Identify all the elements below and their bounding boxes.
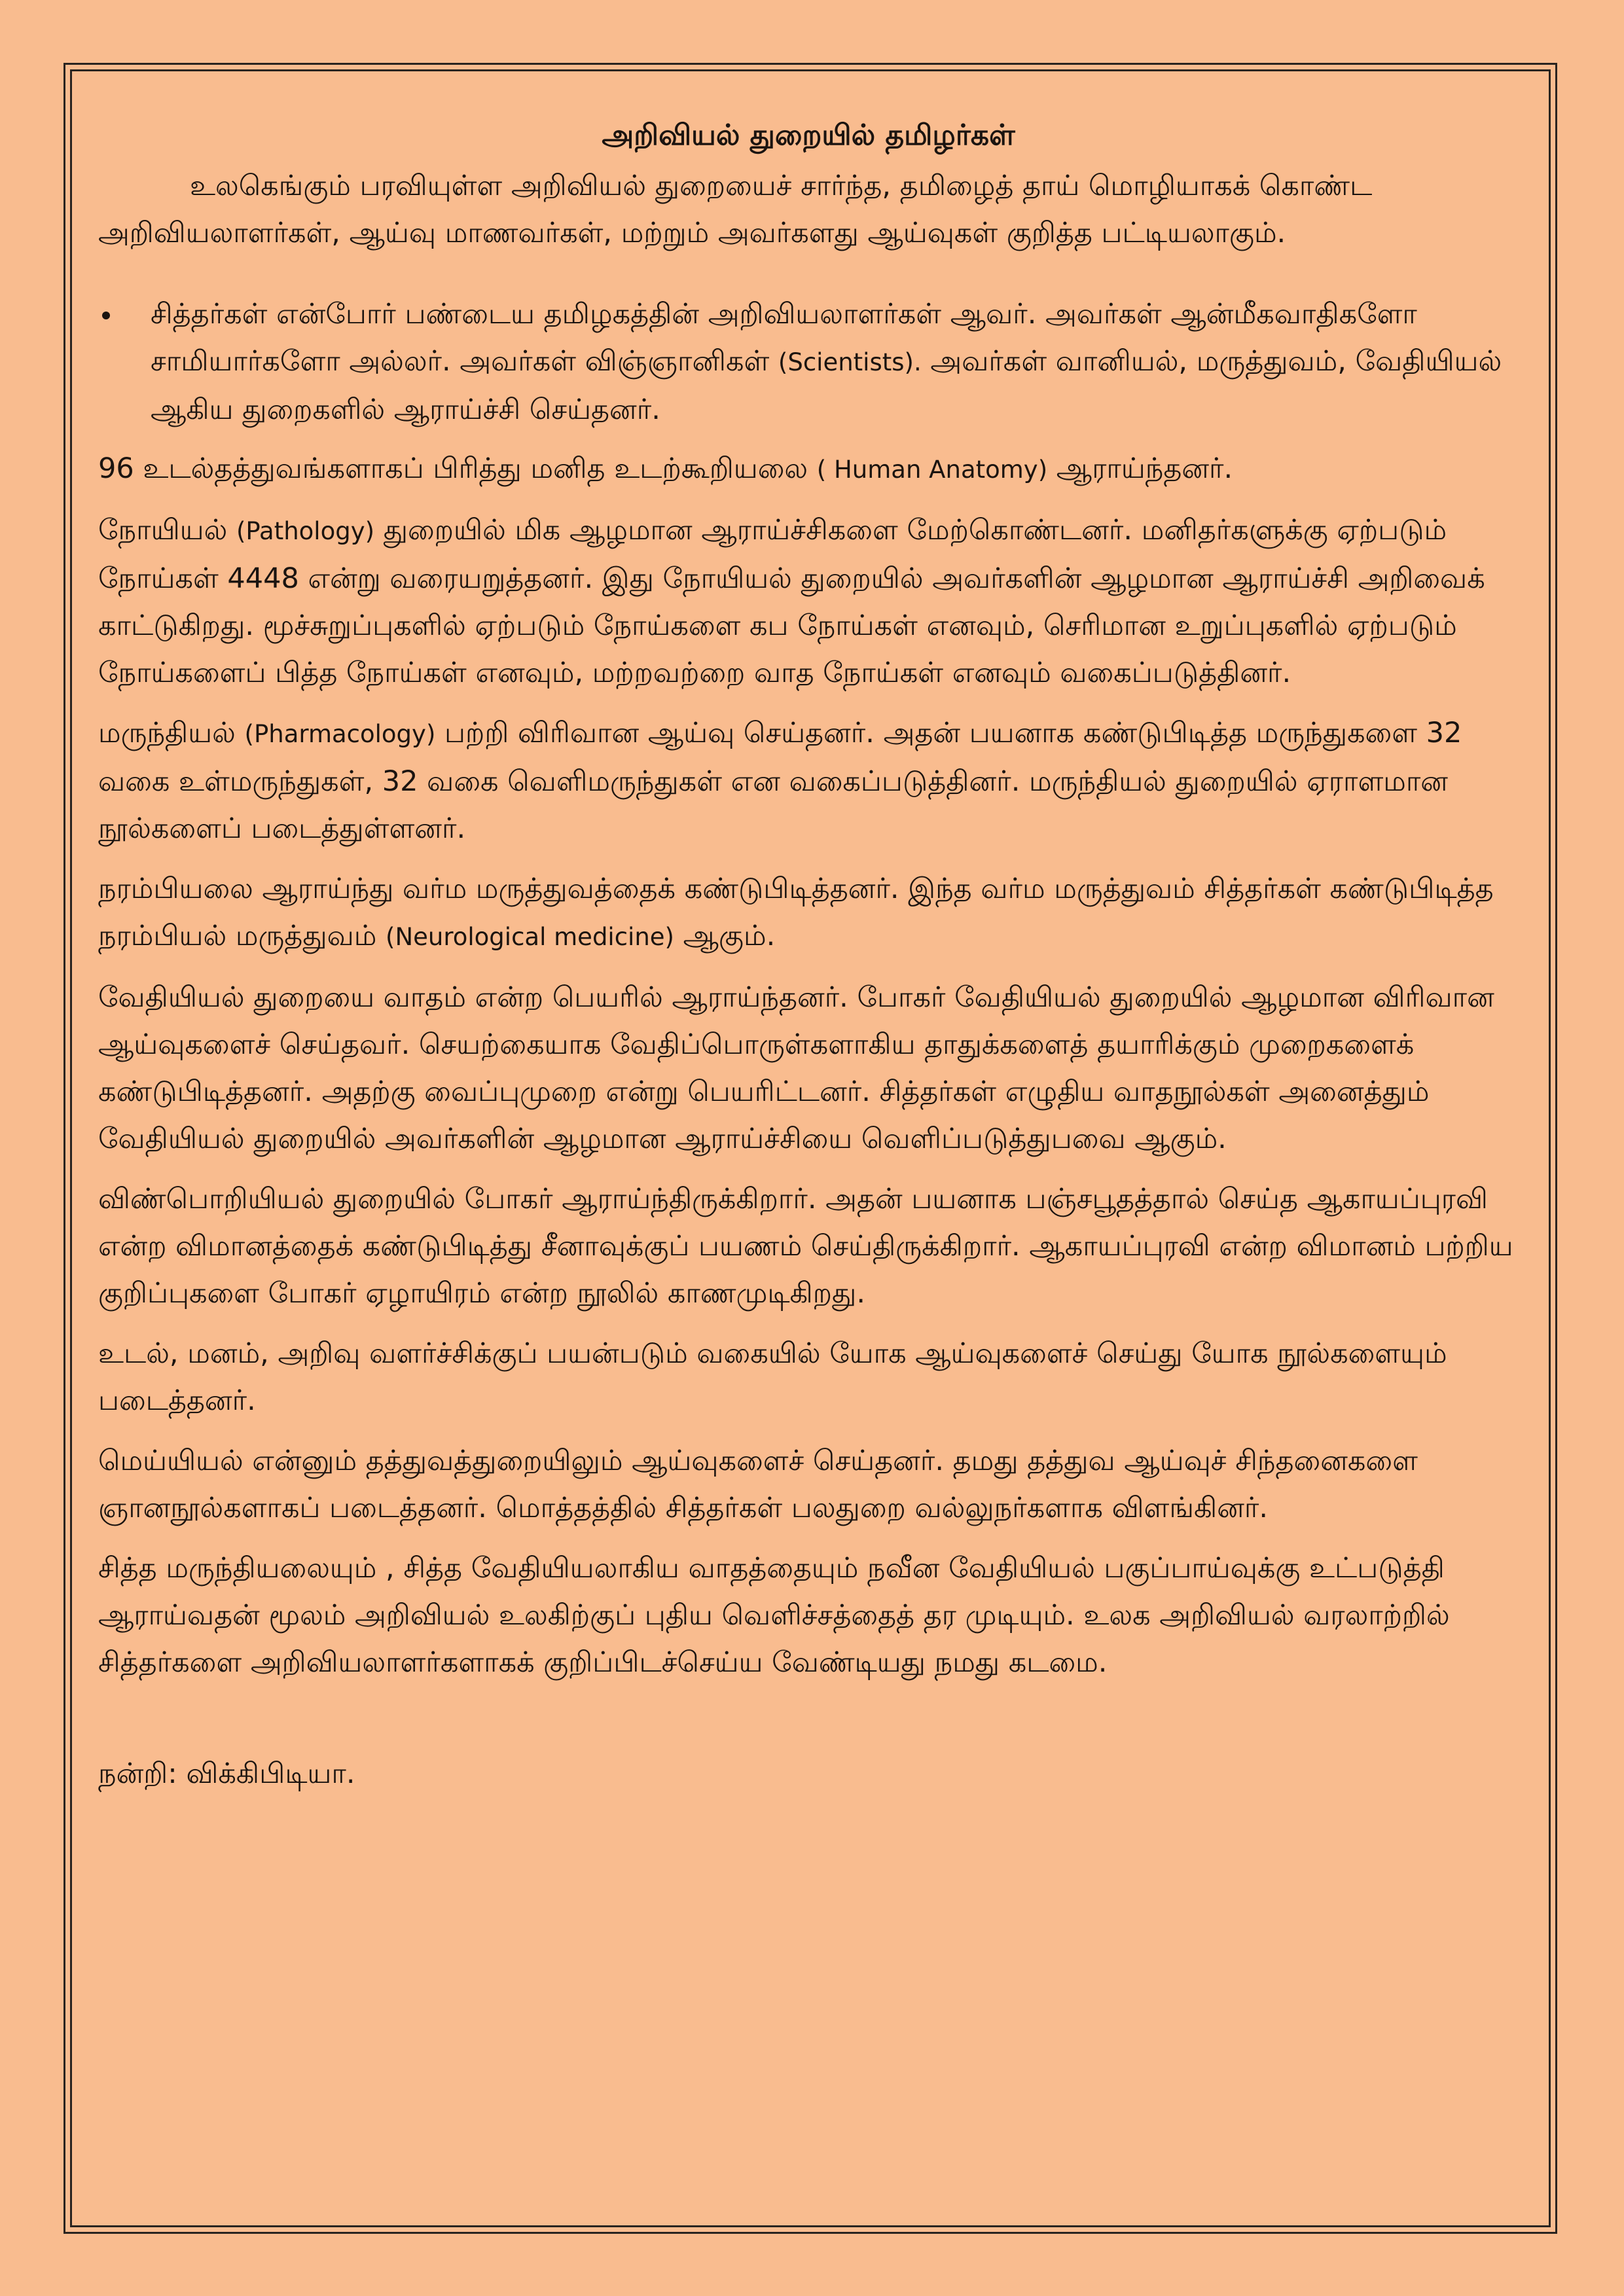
bullet-text-part1: சித்தர்கள் என்போர் பண்டைய தமிழகத்தின் அறிவியலாளர்கள் ஆவர். அவர்கள் ஆன்மீகவாதிகளோ சாமியார்களோ அல்லர். அவர்கள் விஞ்ஞானிகள் <box>151 298 1417 378</box>
pathology-text-latin: (Pathology) <box>236 517 375 545</box>
pharmacology-text-latin: (Pharmacology) <box>244 720 436 748</box>
bullet-icon <box>102 312 110 319</box>
neurology-text-latin: (Neurological medicine) <box>386 923 674 951</box>
bullet-text-part2: அவர்கள் வானியல், மருத்துவம், வேதியியல் ஆகிய துறைகளில் ஆராய்ச்சி செய்தனர். <box>151 345 1502 426</box>
neurology-text-part2: ஆகும். <box>674 920 776 952</box>
anatomy-text-part1: 96 உடல்தத்துவங்களாகப் பிரித்து மனித உடற்கூறியலை <box>98 452 817 485</box>
bullet-text-latin: (Scientists). <box>778 348 922 376</box>
pathology-text-part1: நோயியல் <box>98 514 236 547</box>
aeronautics-paragraph: விண்பொறியியல் துறையில் போகர் ஆராய்ந்திருக்கிறார். அதன் பயனாக பஞ்சபூதத்தால் செய்த ஆகாயப்புரவி என்ற விமானத்தைக் கண்டுபிடித்து சீனாவுக்குப் பயணம் செய்திருக்கிறார். ஆகாயப்புரவி என்ற விமானம் பற்றிய குறிப்புகளை போகர் ஏழாயிரம் என்ற நூலில் காணமுடிகிறது. <box>98 1183 1513 1310</box>
pathology-paragraph <box>98 507 1519 696</box>
neurology-text-part1: நரம்பியலை ஆராய்ந்து வர்ம மருத்துவத்தைக் கண்டுபிடித்தனர். இந்த வர்ம மருத்துவம் சித்தர்கள் கண்டுபிடித்த நரம்பியல் மருத்துவம் <box>98 872 1494 952</box>
pharmacology-paragraph <box>98 709 1519 852</box>
anatomy-paragraph <box>98 445 1519 493</box>
pathology-text-part2: துறையில் மிக ஆழமான ஆராய்ச்சிகளை மேற்கொண்டனர். மனிதர்களுக்கு ஏற்படும் நோய்கள் 4448 என்று வரையறுத்தனர். இது நோயியல் துறையில் அவர்களின் ஆழமான ஆராய்ச்சி அறிவைக் காட்டுகிறது. மூச்சுறுப்புகளில் ஏற்படும் நோய்களை கப நோய்கள் எனவும், செரிமான உறுப்புகளில் ஏற்படும் நோய்களைப் பித்த நோய்கள் எனவும், மற்றவற்றை வாத நோய்கள் எனவும் வகைப்படுத்தினர். <box>98 514 1485 689</box>
anatomy-text-latin: ( Human Anatomy) <box>816 456 1048 484</box>
anatomy-text-part2: ஆராய்ந்தனர். <box>1047 452 1233 485</box>
intro-paragraph: உலகெங்கும் பரவியுள்ள அறிவியல் துறையைச் சார்ந்த, தமிழைத் தாய் மொழியாகக் கொண்ட அறிவியலாளர்கள், ஆய்வு மாணவர்கள், மற்றும் அவர்களது ஆய்வுகள் குறித்த பட்டியலாகும். <box>98 170 1373 249</box>
neurology-paragraph <box>98 865 1519 961</box>
document-body <box>98 113 1519 1797</box>
conclusion-paragraph: சித்த மருந்தியலையும் , சித்த வேதியியலாகிய வாதத்தையும் நவீன வேதியியல் பகுப்பாய்வுக்கு உட்படுத்தி ஆராய்வதன் மூலம் அறிவியல் உலகிற்குப் புதிய வெளிச்சத்தைத் தர முடியும். உலக அறிவியல் வரலாற்றில் சித்தர்களை அறிவியலாளர்களாகக் குறிப்பிடச்செய்ய வேண்டியது நமது கடமை. <box>98 1552 1450 1679</box>
chemistry-paragraph: வேதியியல் துறையை வாதம் என்ற பெயரில் ஆராய்ந்தனர். போகர் வேதியியல் துறையில் ஆழமான விரிவான ஆய்வுகளைச் செய்தவர். செயற்கையாக வேதிப்பொருள்களாகிய தாதுக்களைத் தயாரிக்கும் முறைகளைக் கண்டுபிடித்தனர். அதற்கு வைப்புமுறை என்று பெயரிட்டனர். சித்தர்கள் எழுதிய வாதநூல்கள் அனைத்தும் வேதியியல் துறையில் அவர்களின் ஆழமான ஆராய்ச்சியை வெளிப்படுத்துபவை ஆகும். <box>98 981 1494 1155</box>
philosophy-paragraph: மெய்யியல் என்னும் தத்துவத்துறையிலும் ஆய்வுகளைச் செய்தனர். தமது தத்துவ ஆய்வுச் சிந்தனைகளை ஞானநூல்களாகப் படைத்தனர். மொத்தத்தில் சித்தர்கள் பலதுறை வல்லுநர்களாக விளங்கினர். <box>98 1444 1418 1524</box>
credit-line: நன்றி: விக்கிபிடியா. <box>98 1757 355 1790</box>
bullet-list <box>98 291 1519 433</box>
pharmacology-text-part2: பற்றி விரிவான ஆய்வு செய்தனர். அதன் பயனாக கண்டுபிடித்த மருந்துகளை 32 வகை உள்மருந்துகள், 32 வகை வெளிமருந்துகள் என வகைப்படுத்தினர். மருந்தியல் துறையில் ஏராளமான நூல்களைப் படைத்துள்ளனர். <box>98 717 1462 845</box>
page-title: அறிவியல் துறையில் தமிழர்கள் <box>602 118 1015 152</box>
list-item <box>98 291 1519 433</box>
pharmacology-text-part1: மருந்தியல் <box>98 717 245 749</box>
yoga-paragraph: உடல், மனம், அறிவு வளர்ச்சிக்குப் பயன்படும் வகையில் யோக ஆய்வுகளைச் செய்து யோக நூல்களையும் படைத்தனர். <box>98 1337 1447 1417</box>
